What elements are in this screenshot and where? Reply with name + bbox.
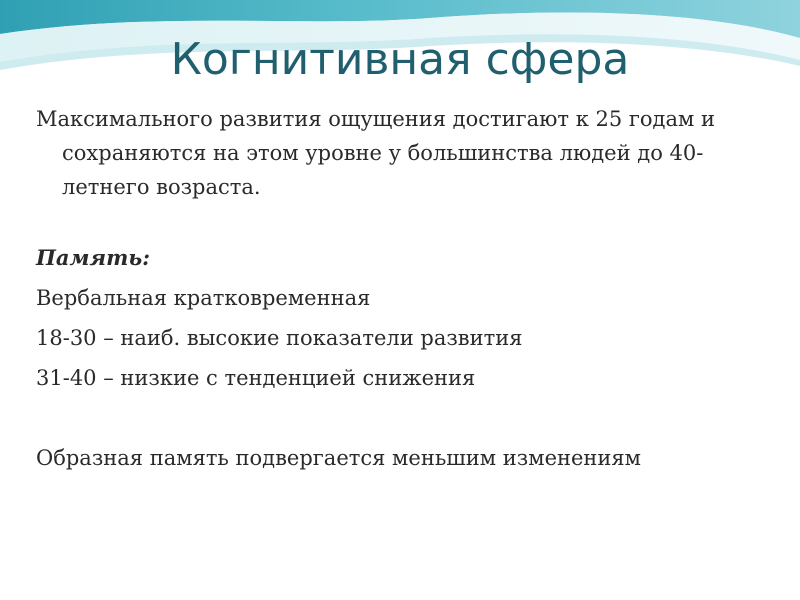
memory-line-verbal: Вербальная кратковременная — [36, 286, 371, 310]
slide-title: Когнитивная сфера — [170, 34, 630, 85]
memory-line-18-30: 18-30 – наиб. высокие показатели развития — [36, 326, 523, 350]
slide-body — [36, 102, 776, 478]
closing-line: Образная память подвергается меньшим изменениям — [36, 446, 641, 470]
memory-line-31-40: 31-40 – низкие с тенденцией снижения — [36, 366, 476, 390]
memory-heading: Память: — [36, 245, 150, 270]
intro-paragraph: Максимального развития ощущения достигают к 25 годам и сохраняются на этом уровне у большинства людей до 40-летнего возраста. — [36, 107, 716, 199]
